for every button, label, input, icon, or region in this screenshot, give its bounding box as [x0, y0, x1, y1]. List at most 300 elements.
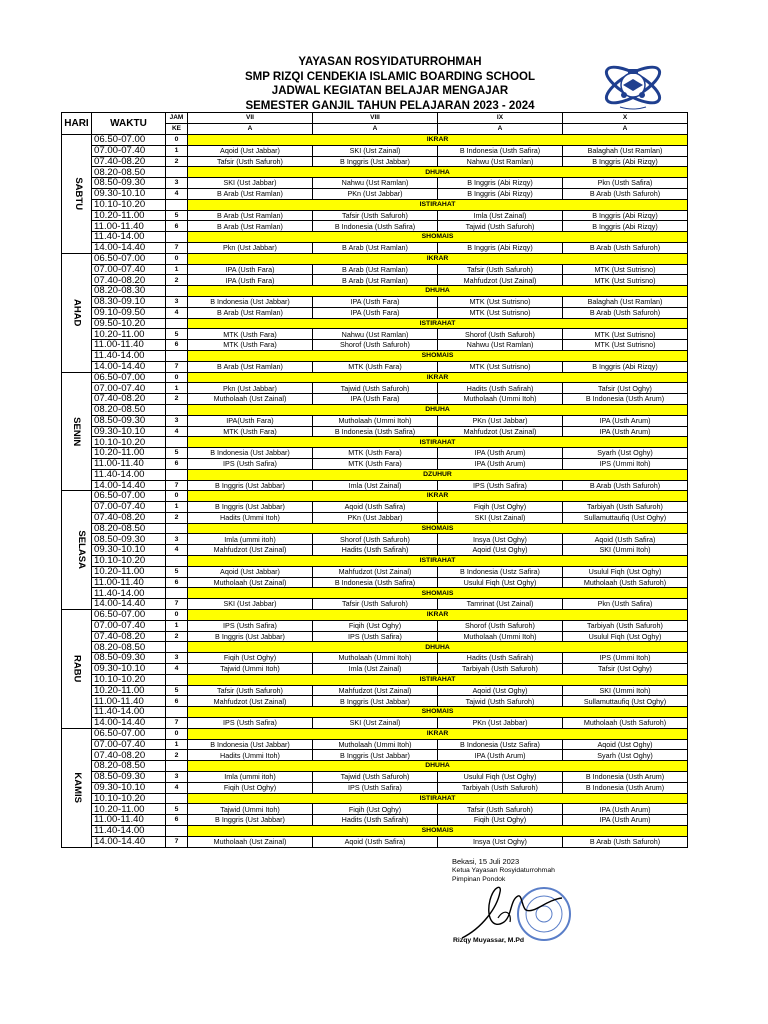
lesson-row: [62, 178, 688, 189]
subject-cell: Fiqih (Ust Oghy): [188, 653, 313, 664]
time-cell: 11.00-11.40: [92, 577, 166, 588]
period-cell: 6: [166, 815, 188, 826]
time-cell: 10.10-10.20: [92, 674, 166, 685]
lesson-row: [62, 534, 688, 545]
time-cell: 11.00-11.40: [92, 221, 166, 232]
subject-cell: B Indonesia (Ust Jabbar): [188, 448, 313, 459]
break-row: [62, 199, 688, 210]
period-cell: [166, 286, 188, 297]
time-cell: 09.30-10.10: [92, 188, 166, 199]
activity-cell-istirahat: ISTIRAHAT: [188, 437, 688, 448]
subject-cell: Tafsir (Usth Safuroh): [438, 804, 563, 815]
activity-cell-dhuha: DHUHA: [188, 167, 688, 178]
subject-cell: Tafsir (Usth Safuroh): [438, 264, 563, 275]
time-cell: 08.20-08.50: [92, 761, 166, 772]
subject-cell: Mutholaah (Usth Safuroh): [563, 718, 688, 729]
time-cell: 08.20-08.50: [92, 642, 166, 653]
subject-cell: MTK (Usth Fara): [313, 448, 438, 459]
subject-cell: MTK (Usth Fara): [188, 329, 313, 340]
break-row: [62, 350, 688, 361]
time-cell: 14.00-14.40: [92, 242, 166, 253]
subject-cell: B Inggris (Ust Jabbar): [188, 502, 313, 513]
subject-cell: PKn (Ust Jabbar): [438, 415, 563, 426]
subject-cell: Aqoid (Usth Safira): [313, 836, 438, 847]
subject-cell: B Inggris (Ust Jabbar): [188, 480, 313, 491]
time-cell: 11.40-14.00: [92, 826, 166, 837]
period-cell: 2: [166, 631, 188, 642]
period-cell: 2: [166, 275, 188, 286]
subject-cell: SKI (Ust Zainal): [313, 718, 438, 729]
time-cell: 08.50-09.30: [92, 178, 166, 189]
period-cell: 1: [166, 739, 188, 750]
activity-cell-shomais: SHOMAIS: [188, 232, 688, 243]
place-date: Bekasi, 15 Juli 2023: [452, 857, 520, 866]
lesson-row: [62, 653, 688, 664]
semester-title: SEMESTER GANJIL TAHUN PELAJARAN 2023 - 2024: [245, 99, 535, 112]
activity-cell-shomais: SHOMAIS: [188, 350, 688, 361]
lesson-row: [62, 696, 688, 707]
subject-cell: Nahwu (Ust Ramlan): [313, 329, 438, 340]
break-row: [62, 642, 688, 653]
subject-cell: B Indonesia (Ust Jabbar): [188, 739, 313, 750]
lesson-row: [62, 599, 688, 610]
break-row: [62, 761, 688, 772]
break-row: [62, 588, 688, 599]
school-logo-icon: [600, 55, 666, 115]
subject-cell: PKn (Ust Jabbar): [438, 718, 563, 729]
subject-cell: B Inggris (Abi Rizqy): [438, 188, 563, 199]
activity-cell-shomais: SHOMAIS: [188, 707, 688, 718]
subject-cell: B Indonesia (Usth Safira): [313, 426, 438, 437]
subject-cell: B Inggris (Ust Jabbar): [313, 750, 438, 761]
time-cell: 10.20-11.00: [92, 685, 166, 696]
period-cell: 4: [166, 782, 188, 793]
time-cell: 06.50-07.00: [92, 491, 166, 502]
subject-cell: Fiqih (Ust Oghy): [313, 620, 438, 631]
lesson-row: [62, 772, 688, 783]
subject-cell: Aqoid (Ust Oghy): [563, 739, 688, 750]
header-section-viii: A: [313, 124, 438, 135]
subject-cell: MTK (Ust Sutrisno): [563, 275, 688, 286]
time-cell: 10.10-10.20: [92, 199, 166, 210]
subject-cell: Tajwid (Usth Safuroh): [313, 772, 438, 783]
subject-cell: B Arab (Ust Ramlan): [313, 275, 438, 286]
schedule-table: [61, 112, 688, 848]
subject-cell: IPS (Usth Safira): [438, 480, 563, 491]
lesson-row: [62, 242, 688, 253]
activity-cell-ikrar: IKRAR: [188, 491, 688, 502]
period-cell: 6: [166, 340, 188, 351]
period-cell: 3: [166, 296, 188, 307]
lesson-row: [62, 782, 688, 793]
time-cell: 11.00-11.40: [92, 696, 166, 707]
time-cell: 11.40-14.00: [92, 232, 166, 243]
subject-cell: Balaghah (Ust Ramlan): [563, 145, 688, 156]
period-cell: 0: [166, 372, 188, 383]
lesson-row: [62, 426, 688, 437]
lesson-row: [62, 394, 688, 405]
time-cell: 10.20-11.00: [92, 566, 166, 577]
time-cell: 08.50-09.30: [92, 653, 166, 664]
period-cell: 7: [166, 480, 188, 491]
period-cell: 6: [166, 696, 188, 707]
lesson-row: [62, 415, 688, 426]
subject-cell: SKI (Ummi Itoh): [563, 545, 688, 556]
break-row: [62, 793, 688, 804]
lesson-row: [62, 750, 688, 761]
period-cell: 0: [166, 135, 188, 146]
lesson-row: [62, 718, 688, 729]
time-cell: 06.50-07.00: [92, 372, 166, 383]
subject-cell: Tafsir (Ust Oghy): [563, 664, 688, 675]
subject-cell: Hadits (Usth Safirah): [313, 815, 438, 826]
subject-cell: B Arab (Ust Ramlan): [188, 188, 313, 199]
period-cell: [166, 167, 188, 178]
period-cell: [166, 642, 188, 653]
subject-cell: Usulul Fiqh (Ust Oghy): [563, 631, 688, 642]
time-cell: 07.40-08.20: [92, 394, 166, 405]
subject-cell: PKn (Ust Jabbar): [313, 512, 438, 523]
subject-cell: Tajwid (Ummi Itoh): [188, 804, 313, 815]
subject-cell: Syarh (Ust Oghy): [563, 750, 688, 761]
subject-cell: Hadits (Ummi Itoh): [188, 512, 313, 523]
subject-cell: Tajwid (Usth Safuroh): [438, 696, 563, 707]
break-row: [62, 286, 688, 297]
subject-cell: B Arab (Usth Safuroh): [563, 480, 688, 491]
subject-cell: B Arab (Usth Safuroh): [563, 836, 688, 847]
time-cell: 08.50-09.30: [92, 534, 166, 545]
subject-cell: B Inggris (Ust Jabbar): [313, 696, 438, 707]
subject-cell: Imla (ummi itoh): [188, 534, 313, 545]
break-row: [62, 318, 688, 329]
subject-cell: Usulul Fiqh (Ust Oghy): [438, 772, 563, 783]
period-cell: [166, 232, 188, 243]
subject-cell: IPA(Usth Fara): [188, 415, 313, 426]
subject-cell: IPA (Usth Fara): [188, 264, 313, 275]
time-cell: 11.40-14.00: [92, 469, 166, 480]
period-cell: 7: [166, 718, 188, 729]
subject-cell: B Indonesia (Ustz Safira): [438, 566, 563, 577]
time-cell: 08.20-08.50: [92, 404, 166, 415]
subject-cell: Tajwid (Usth Safuroh): [313, 383, 438, 394]
subject-cell: Tafsir (Ust Oghy): [563, 383, 688, 394]
subject-cell: Tafsir (Usth Safuroh): [313, 599, 438, 610]
header-jam: JAM: [166, 113, 188, 124]
subject-cell: MTK (Usth Fara): [313, 361, 438, 372]
subject-cell: Pkn (Usth Safira): [563, 178, 688, 189]
period-cell: [166, 469, 188, 480]
time-cell: 07.00-07.40: [92, 502, 166, 513]
subject-cell: Mahfudzot (Ust Zainal): [313, 566, 438, 577]
time-cell: 07.00-07.40: [92, 383, 166, 394]
lesson-row: [62, 502, 688, 513]
period-cell: [166, 556, 188, 567]
subject-cell: MTK (Ust Sutrisno): [563, 264, 688, 275]
break-row: [62, 826, 688, 837]
day-cell-rabu: [62, 610, 92, 729]
lesson-row: [62, 188, 688, 199]
time-cell: 09.30-10.10: [92, 664, 166, 675]
subject-cell: IPA (Usth Fara): [313, 307, 438, 318]
activity-cell-ikrar: IKRAR: [188, 253, 688, 264]
break-row: [62, 167, 688, 178]
period-cell: 3: [166, 534, 188, 545]
header-class-vii: VII: [188, 113, 313, 124]
subject-cell: Aqoid (Ust Oghy): [438, 685, 563, 696]
subject-cell: MTK (Usth Fara): [188, 426, 313, 437]
break-row: [62, 404, 688, 415]
subject-cell: B Inggris (Abi Rizqy): [563, 221, 688, 232]
subject-cell: Shorof (Usth Safuroh): [313, 534, 438, 545]
subject-cell: B Inggris (Ust Jabbar): [313, 156, 438, 167]
time-cell: 11.00-11.40: [92, 458, 166, 469]
lesson-row: [62, 545, 688, 556]
day-cell-ahad: [62, 253, 92, 372]
lesson-row: [62, 383, 688, 394]
subject-cell: Fiqih (Ust Oghy): [438, 502, 563, 513]
period-cell: [166, 350, 188, 361]
period-cell: 1: [166, 264, 188, 275]
break-row: [62, 707, 688, 718]
time-cell: 08.30-09.10: [92, 296, 166, 307]
subject-cell: IPS (Ummi Itoh): [563, 458, 688, 469]
subject-cell: B Arab (Usth Safuroh): [563, 188, 688, 199]
subject-cell: Pkn (Ust Jabbar): [188, 242, 313, 253]
period-cell: 2: [166, 156, 188, 167]
lesson-row: [62, 361, 688, 372]
subject-cell: Shorof (Usth Safuroh): [313, 340, 438, 351]
time-cell: 06.50-07.00: [92, 253, 166, 264]
time-cell: 06.50-07.00: [92, 610, 166, 621]
subject-cell: Fiqih (Ust Oghy): [438, 815, 563, 826]
period-cell: [166, 318, 188, 329]
break-row: [62, 674, 688, 685]
period-cell: 0: [166, 728, 188, 739]
time-cell: 10.20-11.00: [92, 329, 166, 340]
lesson-row: [62, 329, 688, 340]
time-cell: 14.00-14.40: [92, 836, 166, 847]
time-cell: 10.20-11.00: [92, 210, 166, 221]
subject-cell: Tarbiyah (Usth Safuroh): [438, 664, 563, 675]
lesson-row: [62, 836, 688, 847]
subject-cell: B Indonesia (Usth Safira): [313, 577, 438, 588]
subject-cell: Mahfudzot (Ust Zainal): [188, 696, 313, 707]
day-cell-kamis: [62, 728, 92, 847]
subject-cell: PKn (Ust Jabbar): [313, 188, 438, 199]
subject-cell: Tajwid (Ummi Itoh): [188, 664, 313, 675]
subject-cell: Mutholaah (Ust Zainal): [188, 394, 313, 405]
subject-cell: B Arab (Ust Ramlan): [313, 264, 438, 275]
period-cell: 3: [166, 415, 188, 426]
activity-cell-istirahat: ISTIRAHAT: [188, 318, 688, 329]
lesson-row: [62, 804, 688, 815]
subject-cell: Hadits (Usth Safirah): [313, 545, 438, 556]
time-cell: 11.40-14.00: [92, 350, 166, 361]
activity-cell-dhuha: DHUHA: [188, 404, 688, 415]
period-cell: [166, 793, 188, 804]
lesson-row: [62, 480, 688, 491]
subject-cell: B Arab (Usth Safuroh): [563, 307, 688, 318]
subject-cell: Hadits (Usth Safirah): [438, 383, 563, 394]
subject-cell: Usulul Fiqh (Ust Oghy): [438, 577, 563, 588]
subject-cell: SKI (Ummi Itoh): [563, 685, 688, 696]
subject-cell: IPS (Usth Safira): [188, 458, 313, 469]
time-cell: 11.00-11.40: [92, 815, 166, 826]
period-cell: [166, 674, 188, 685]
subject-cell: Imla (Ust Zainal): [313, 480, 438, 491]
time-cell: 08.20-08.50: [92, 523, 166, 534]
subject-cell: Insya (Ust Oghy): [438, 534, 563, 545]
period-cell: 1: [166, 502, 188, 513]
subject-cell: Mutholaah (Ummi Itoh): [313, 739, 438, 750]
signer-name: Rizqy Muyassar, M.Pd: [453, 937, 525, 944]
period-cell: 4: [166, 426, 188, 437]
subject-cell: IPA (Usth Arum): [438, 448, 563, 459]
period-cell: 0: [166, 610, 188, 621]
subject-cell: Mahfudzot (Ust Zainal): [188, 545, 313, 556]
subject-cell: Balaghah (Ust Ramlan): [563, 296, 688, 307]
subject-cell: Mutholaah (Ummi Itoh): [438, 631, 563, 642]
time-cell: 07.00-07.40: [92, 145, 166, 156]
lesson-row: [62, 264, 688, 275]
time-cell: 09.30-10.10: [92, 782, 166, 793]
time-cell: 14.00-14.40: [92, 718, 166, 729]
subject-cell: B Inggris (Ust Jabbar): [188, 815, 313, 826]
period-cell: 5: [166, 448, 188, 459]
period-cell: [166, 707, 188, 718]
period-cell: 3: [166, 653, 188, 664]
time-cell: 09.30-10.10: [92, 426, 166, 437]
lesson-row: [62, 620, 688, 631]
subject-cell: Usulul Fiqh (Ust Oghy): [563, 566, 688, 577]
time-cell: 10.10-10.20: [92, 793, 166, 804]
day-name: SABTU: [73, 177, 85, 211]
subject-cell: Sullamuttaufiq (Ust Oghy): [563, 512, 688, 523]
subject-cell: B Arab (Ust Ramlan): [188, 221, 313, 232]
lesson-row: [62, 156, 688, 167]
time-cell: 09.50-10.20: [92, 318, 166, 329]
time-cell: 11.40-14.00: [92, 588, 166, 599]
subject-cell: Imla (Ust Zainal): [313, 664, 438, 675]
period-cell: 5: [166, 329, 188, 340]
day-name: KAMIS: [72, 772, 84, 804]
subject-cell: Imla (ummi itoh): [188, 772, 313, 783]
lesson-row: [62, 664, 688, 675]
lesson-row: [62, 739, 688, 750]
subject-cell: SKI (Ust Jabbar): [188, 599, 313, 610]
header-class-ix: IX: [438, 113, 563, 124]
period-cell: 5: [166, 685, 188, 696]
subject-cell: IPA (Usth Arum): [563, 804, 688, 815]
activity-cell-istirahat: ISTIRAHAT: [188, 674, 688, 685]
subject-cell: IPS (Usth Safira): [313, 782, 438, 793]
lesson-row: [62, 577, 688, 588]
school-name: SMP RIZQI CENDEKIA ISLAMIC BOARDING SCHOOL: [244, 70, 536, 83]
subject-cell: Tarbiyah (Usth Safuroh): [438, 782, 563, 793]
lesson-row: [62, 221, 688, 232]
header-hari: HARI: [62, 113, 92, 135]
header-section-x: A: [563, 124, 688, 135]
subject-cell: IPA (Usth Arum): [438, 750, 563, 761]
subject-cell: IPA (Usth Arum): [563, 415, 688, 426]
subject-cell: B Inggris (Abi Rizqy): [438, 178, 563, 189]
activity-cell-ikrar: IKRAR: [188, 610, 688, 621]
subject-cell: IPA (Usth Arum): [563, 815, 688, 826]
subject-cell: Aqoid (Usth Safira): [563, 534, 688, 545]
subject-cell: SKI (Ust Zainal): [313, 145, 438, 156]
subject-cell: B Indonesia (Usth Arum): [563, 772, 688, 783]
subject-cell: SKI (Ust Zainal): [438, 512, 563, 523]
period-cell: 1: [166, 620, 188, 631]
time-cell: 10.10-10.20: [92, 437, 166, 448]
lesson-row: [62, 631, 688, 642]
time-cell: 07.40-08.20: [92, 631, 166, 642]
period-cell: 2: [166, 750, 188, 761]
subject-cell: Fiqih (Ust Oghy): [188, 782, 313, 793]
activity-cell-dhuha: DHUHA: [188, 642, 688, 653]
period-cell: 1: [166, 383, 188, 394]
activity-cell-dhuha: DHUHA: [188, 761, 688, 772]
subject-cell: Hadits (Usth Safirah): [438, 653, 563, 664]
subject-cell: Tajwid (Usth Safuroh): [438, 221, 563, 232]
activity-cell-shomais: SHOMAIS: [188, 826, 688, 837]
break-row: [62, 556, 688, 567]
subject-cell: SKI (Ust Jabbar): [188, 178, 313, 189]
period-cell: 4: [166, 188, 188, 199]
subject-cell: Tarbiyah (Usth Safuroh): [563, 620, 688, 631]
subject-cell: B Inggris (Abi Rizqy): [563, 156, 688, 167]
time-cell: 08.20-08.30: [92, 286, 166, 297]
period-cell: 3: [166, 772, 188, 783]
subject-cell: B Indonesia (Usth Safira): [313, 221, 438, 232]
period-cell: 4: [166, 545, 188, 556]
subject-cell: Hadits (Ummi Itoh): [188, 750, 313, 761]
time-cell: 08.50-09.30: [92, 415, 166, 426]
activity-cell-istirahat: ISTIRAHAT: [188, 199, 688, 210]
schedule-body: [62, 135, 688, 848]
subject-cell: B Inggris (Abi Rizqy): [563, 210, 688, 221]
subject-cell: IPS (Usth Safira): [188, 620, 313, 631]
activity-cell-shomais: SHOMAIS: [188, 523, 688, 534]
lesson-row: [62, 448, 688, 459]
lesson-row: [62, 566, 688, 577]
subject-cell: B Arab (Ust Ramlan): [313, 242, 438, 253]
document-title: JADWAL KEGIATAN BELAJAR MENGAJAR: [271, 85, 509, 97]
break-row: [62, 610, 688, 621]
subject-cell: Shorof (Usth Safuroh): [438, 329, 563, 340]
subject-cell: Tafsir (Usth Safuroh): [188, 685, 313, 696]
period-cell: 7: [166, 836, 188, 847]
break-row: [62, 253, 688, 264]
break-row: [62, 469, 688, 480]
activity-cell-ikrar: IKRAR: [188, 135, 688, 146]
subject-cell: Mutholaah (Ust Zainal): [188, 577, 313, 588]
subject-cell: Mutholaah (Ummi Itoh): [313, 653, 438, 664]
period-cell: 2: [166, 512, 188, 523]
subject-cell: B Indonesia (Usth Arum): [563, 394, 688, 405]
lesson-row: [62, 458, 688, 469]
subject-cell: MTK (Ust Sutrisno): [563, 329, 688, 340]
break-row: [62, 523, 688, 534]
subject-cell: Insya (Ust Oghy): [438, 836, 563, 847]
time-cell: 08.50-09.30: [92, 772, 166, 783]
subject-cell: Mahfudzot (Ust Zainal): [313, 685, 438, 696]
subject-cell: Sullamuttaufiq (Ust Oghy): [563, 696, 688, 707]
day-cell-sabtu: [62, 135, 92, 254]
break-row: [62, 135, 688, 146]
subject-cell: IPA (Usth Fara): [313, 296, 438, 307]
subject-cell: B Arab (Usth Safuroh): [563, 242, 688, 253]
